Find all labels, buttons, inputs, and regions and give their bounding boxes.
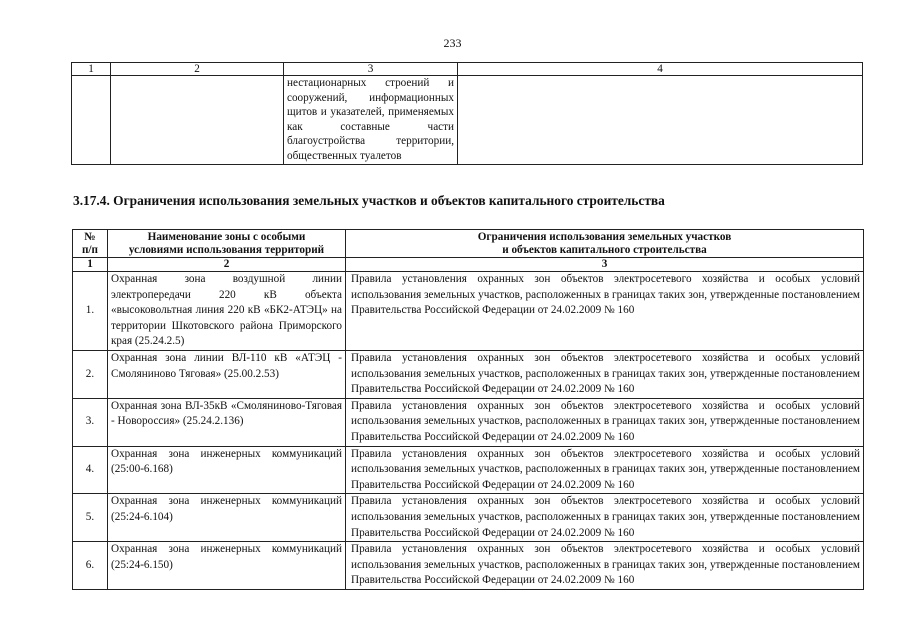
header-cell-zone (108, 230, 346, 258)
table-row (73, 272, 864, 351)
table-header-row (73, 230, 864, 258)
column-number: 3 (346, 258, 864, 272)
column-number: 3 (284, 63, 458, 76)
restriction-text: Правила установления охранных зон объектов электросетевого хозяйства и особых условий использования земельных участков, расположенных в границах таких зон, утвержденные постановлением Правительства Российской Федерации от 24.02.2009 № 160 (346, 494, 864, 542)
header-text: и объектов капитального строительства (502, 243, 707, 256)
table-cell (111, 76, 284, 165)
header-cell-restriction (346, 230, 864, 258)
table-row (73, 446, 864, 494)
cell-text: составные части (340, 120, 454, 133)
row-number: 3. (73, 398, 108, 446)
row-number: 6. (73, 542, 108, 590)
column-number: 1 (73, 258, 108, 272)
header-text: условиями использования территорий (128, 243, 325, 256)
table-row (73, 350, 864, 398)
table-cell (284, 76, 458, 165)
restriction-text: Правила установления охранных зон объектов электросетевого хозяйства и особых условий использования земельных участков, расположенных в границах таких зон, утвержденные постановлением Правительства Российской Федерации от 24.02.2009 № 160 (346, 542, 864, 590)
restriction-text: Правила установления охранных зон объектов электросетевого хозяйства и особых условий использования земельных участков, расположенных в границах таких зон, утвержденные постановлением Правительства Российской Федерации от 24.02.2009 № 160 (346, 350, 864, 398)
restriction-text: Правила установления охранных зон объектов электросетевого хозяйства и особых условий использования земельных участков, расположенных в границах таких зон, утвержденные постановлением Правительства Российской Федерации от 24.02.2009 № 160 (346, 446, 864, 494)
header-text: Наименование зоны с особыми (147, 231, 306, 243)
column-number: 4 (458, 63, 863, 76)
row-number: 4. (73, 446, 108, 494)
zone-name: Охранная зона воздушной линии электропередачи 220 кВ объекта «высоковольтная линия 220 кВ «БК2-АТЭЦ» на территории Шкотовского района Приморского края (25.24.2.5) (108, 272, 346, 351)
column-number-row (73, 258, 864, 272)
cell-text: сооружений, (287, 91, 348, 104)
column-number: 1 (72, 63, 111, 76)
row-number: 2. (73, 350, 108, 398)
header-text: Ограничения использования земельных участков (477, 231, 732, 243)
zone-name: Охранная зона инженерных коммуникаций (25:00-6.168) (108, 446, 346, 494)
table-row (73, 398, 864, 446)
restriction-text: Правила установления охранных зон объектов электросетевого хозяйства и особых условий использования земельных участков, расположенных в границах таких зон, утвержденные постановлением Правительства Российской Федерации от 24.02.2009 № 160 (346, 398, 864, 446)
zone-name: Охранная зона инженерных коммуникаций (25:24-6.150) (108, 542, 346, 590)
column-number: 2 (108, 258, 346, 272)
header-cell-number (73, 230, 108, 258)
table-cell (458, 76, 863, 165)
section-heading: 3.17.4. Ограничения использования земельных участков и объектов капитального строительства (73, 193, 665, 208)
restriction-text: Правила установления охранных зон объектов электросетевого хозяйства и особых условий использования земельных участков, расположенных в границах таких зон, утвержденные постановлением Правительства Российской Федерации от 24.02.2009 № 160 (346, 272, 864, 351)
header-text: № (84, 231, 96, 243)
page-number: 233 (443, 36, 462, 50)
table-row (73, 494, 864, 542)
cell-text: общественных туалетов (287, 149, 402, 162)
cell-text: нестационарных строений и (287, 77, 454, 89)
restrictions-table (72, 229, 864, 590)
column-number-row (72, 63, 863, 76)
row-number: 5. (73, 494, 108, 542)
column-number: 2 (111, 63, 284, 76)
zone-name: Охранная зона ВЛ-35кВ «Смоляниново-Тяговая - Новороссия» (25.24.2.136) (108, 398, 346, 446)
table-row (73, 542, 864, 590)
cell-text: информационных щитов и (287, 91, 454, 119)
row-number: 1. (73, 272, 108, 351)
table-row (72, 76, 863, 165)
continuation-table (71, 62, 863, 165)
zone-name: Охранная зона инженерных коммуникаций (25:24-6.104) (108, 494, 346, 542)
cell-text: благоустройства территории, (287, 135, 454, 148)
cell-text: указателей, применяемых как (287, 106, 454, 133)
zone-name: Охранная зона линии ВЛ-110 кВ «АТЭЦ - Смоляниново Тяговая» (25.00.2.53) (108, 350, 346, 398)
table-cell (72, 76, 111, 165)
header-text: п/п (81, 243, 98, 256)
